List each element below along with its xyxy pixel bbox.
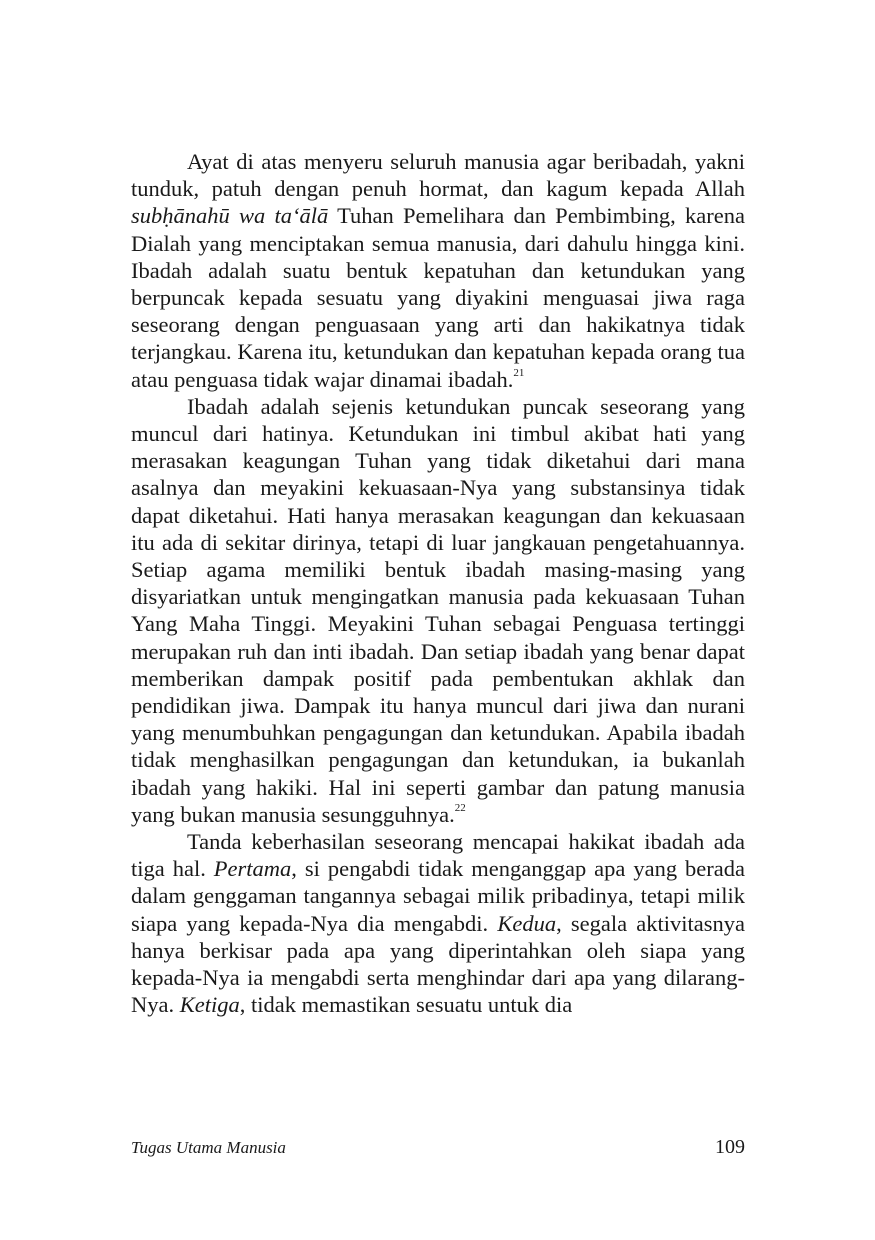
paragraph-2 <box>131 393 745 828</box>
paragraph-3 <box>131 828 745 1018</box>
paragraph-3-italic-pertama: Pertama <box>213 856 292 882</box>
running-title: Tugas Utama Manusia <box>131 1138 286 1157</box>
paragraph-1-text-continued: Tuhan Pemelihara dan Pembimbing, karena Dialah yang menciptakan semua manusia, dari dahulu hingga kini. Ibadah adalah suatu bentuk kepatuhan dan ketundukan yang berpuncak kepada sesuatu yang diyakini menguasai jiwa raga seseorang dengan penguasaan yang arti dan hakikatnya tidak terjangkau. Karena itu, ketundukan dan kepatuhan kepada orang tua atau penguasa tidak wajar dinamai ibadah. <box>131 203 746 392</box>
footnote-ref-21[interactable]: 21 <box>513 367 525 380</box>
paragraph-1 <box>131 148 745 393</box>
page-body <box>131 148 745 1019</box>
paragraph-1-text: Ayat di atas menyeru seluruh manusia agar beribadah, yakni tunduk, patuh dengan penuh hormat, dan kagum kepada Allah <box>131 149 745 202</box>
page-number: 109 <box>715 1136 745 1158</box>
paragraph-3-text-c: , tidak memastikan sesuatu untuk dia <box>239 992 573 1018</box>
paragraph-3-text-a: , si pengabdi tidak menganggap apa yang berada dalam genggaman tangannya sebagai milik pribadinya, tetapi milik siapa yang kepada-Nya dia mengabdi. <box>131 856 745 936</box>
paragraph-3-text: Tanda keberhasilan seseorang mencapai hakikat ibadah ada tiga hal. <box>131 829 745 882</box>
page-footer <box>131 1136 745 1159</box>
paragraph-2-text: Ibadah adalah sejenis ketundukan puncak seseorang yang muncul dari hatinya. Ketundukan ini timbul akibat hati yang merasakan keagungan Tuhan yang tidak diketahui dari mana asalnya dan meyakini kekuasaan-Nya yang substansinya tidak dapat diketahui. Hati hanya merasakan keagungan dan kekuasaan itu ada di sekitar dirinya, tetapi di luar jangkauan pengetahuannya. Setiap agama memiliki bentuk ibadah masing-masing yang disyariatkan untuk mengingatkan manusia pada kekuasaan Tuhan Yang Maha Tinggi. Meyakini Tuhan sebagai Penguasa tertinggi merupakan ruh dan inti ibadah. Dan setiap ibadah yang benar dapat memberikan dampak positif pada pembentukan akhlak dan pendidikan jiwa. Dampak itu hanya muncul dari jiwa dan nurani yang menumbuhkan pengagungan dan ketundukan. Apabila ibadah tidak menghasilkan pengagungan dan ketundukan, ia bukanlah ibadah yang hakiki. Hal ini seperti gambar dan patung manusia yang bukan manusia sesungguhnya. <box>131 393 745 827</box>
paragraph-3-text-b: , segala aktivitasnya hanya berkisar pada apa yang diperintahkan oleh siapa yang kepada-Nya ia mengabdi serta menghindar dari apa yang dilarang-Nya. <box>131 910 745 1018</box>
paragraph-3-italic-kedua: Kedua <box>497 910 557 936</box>
paragraph-1-italic: subḥānahū wa ta‘ālā <box>131 203 329 229</box>
paragraph-3-italic-ketiga: Ketiga <box>179 992 240 1018</box>
footnote-ref-22[interactable]: 22 <box>454 802 466 815</box>
